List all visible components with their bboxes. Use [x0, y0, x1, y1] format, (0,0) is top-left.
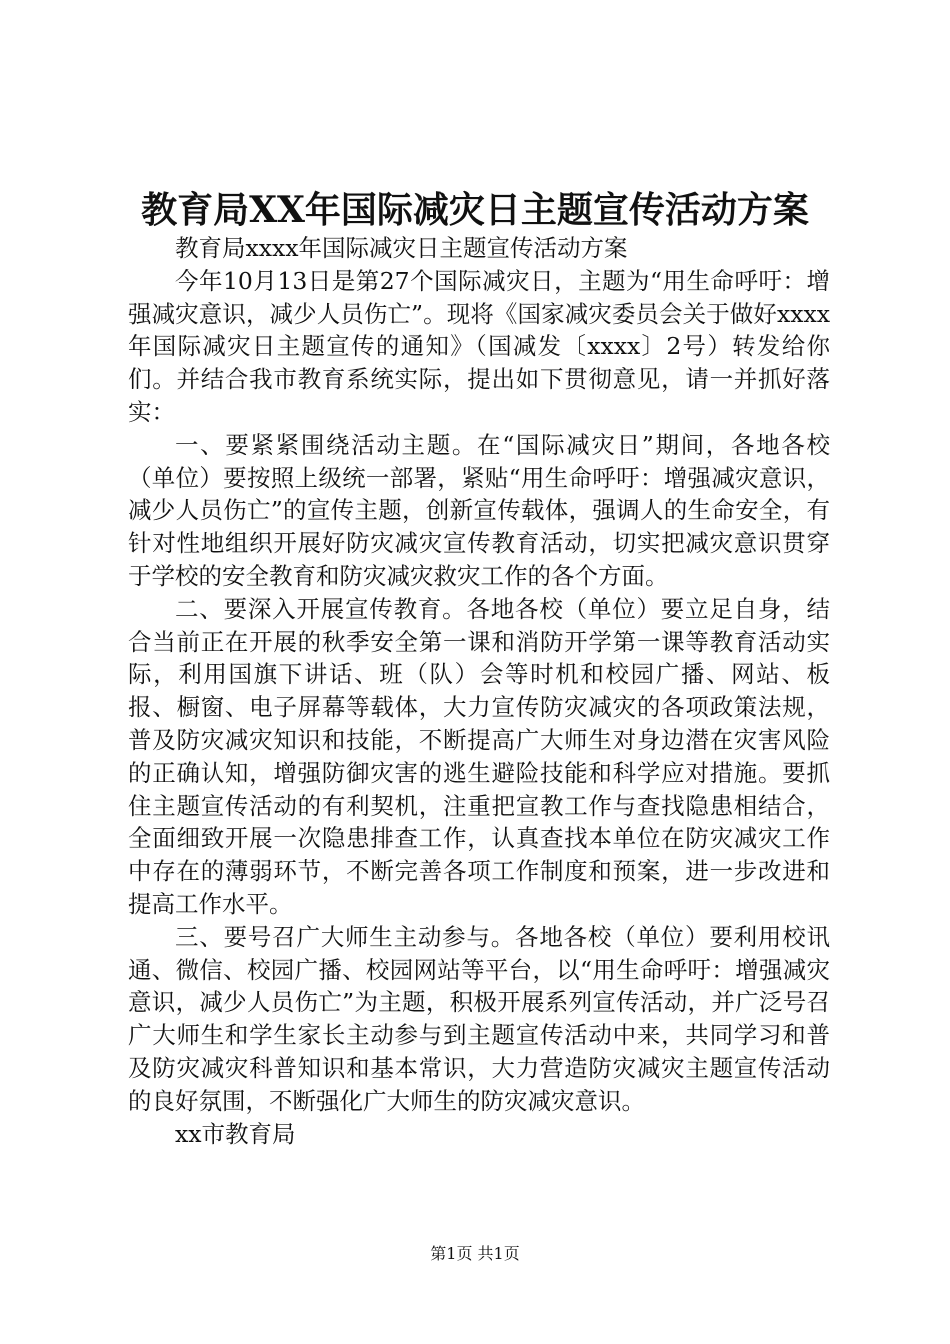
- section-two-paragraph: 二、要深入开展宣传教育。各地各校（单位）要立足自身，结合当前正在开展的秋季安全第一课和消防开学第一课等教育活动实际，利用国旗下讲话、班（队）会等时机和校园广播、网站、板报、橱窗、电子屏幕等载体，大力宣传防灾减灾的各项政策法规，普及防灾减灾知识和技能，不断提高广大师生对身边潜在灾害风险的正确认知，增强防御灾害的逃生避险技能和科学应对措施。要抓住主题宣传活动的有利契机，注重把宣教工作与查找隐患相结合，全面细致开展一次隐患排查工作，认真查找本单位在防灾减灾工作中存在的薄弱环节，不断完善各项工作制度和预案，进一步改进和提高工作水平。: [128, 594, 830, 918]
- subtitle-paragraph: 教育局xxxx年国际减灾日主题宣传活动方案: [175, 234, 628, 262]
- section-three-paragraph: 三、要号召广大师生主动参与。各地各校（单位）要利用校讯通、微信、校园广播、校园网站等平台，以“用生命呼吁：增强减灾意识，减少人员伤亡”为主题，积极开展系列宣传活动，并广泛号召广大师生和学生家长主动参与到主题宣传活动中来，共同学习和普及防灾减灾科普知识和基本常识，大力营造防灾减灾主题宣传活动的良好氛围，不断强化广大师生的防灾减灾意识。: [128, 922, 830, 1115]
- document-title: 教育局XX年国际减灾日主题宣传活动方案: [141, 189, 809, 231]
- page-footer: 第1页 共1页: [430, 1244, 520, 1263]
- section-one-paragraph: 一、要紧紧围绕活动主题。在“国际减灾日”期间，各地各校（单位）要按照上级统一部署，紧贴“用生命呼吁：增强减灾意识，减少人员伤亡”的宣传主题，创新宣传载体，强调人的生命安全，有针对性地组织开展好防灾减灾宣传教育活动，切实把减灾意识贯穿于学校的安全教育和防灾减灾救灾工作的各个方面。: [128, 430, 830, 590]
- intro-paragraph: 今年10月13日是第27个国际减灾日，主题为“用生命呼吁：增强减灾意识，减少人员伤亡”。现将《国家减灾委员会关于做好xxxx年国际减灾日主题宣传的通知》（国减发〔xxxx〕2号）转发给你们。并结合我市教育系统实际，提出如下贯彻意见，请一并抓好落实：: [128, 266, 830, 426]
- signature-paragraph: xx市教育局: [175, 1119, 296, 1148]
- document-body: [128, 232, 830, 1150]
